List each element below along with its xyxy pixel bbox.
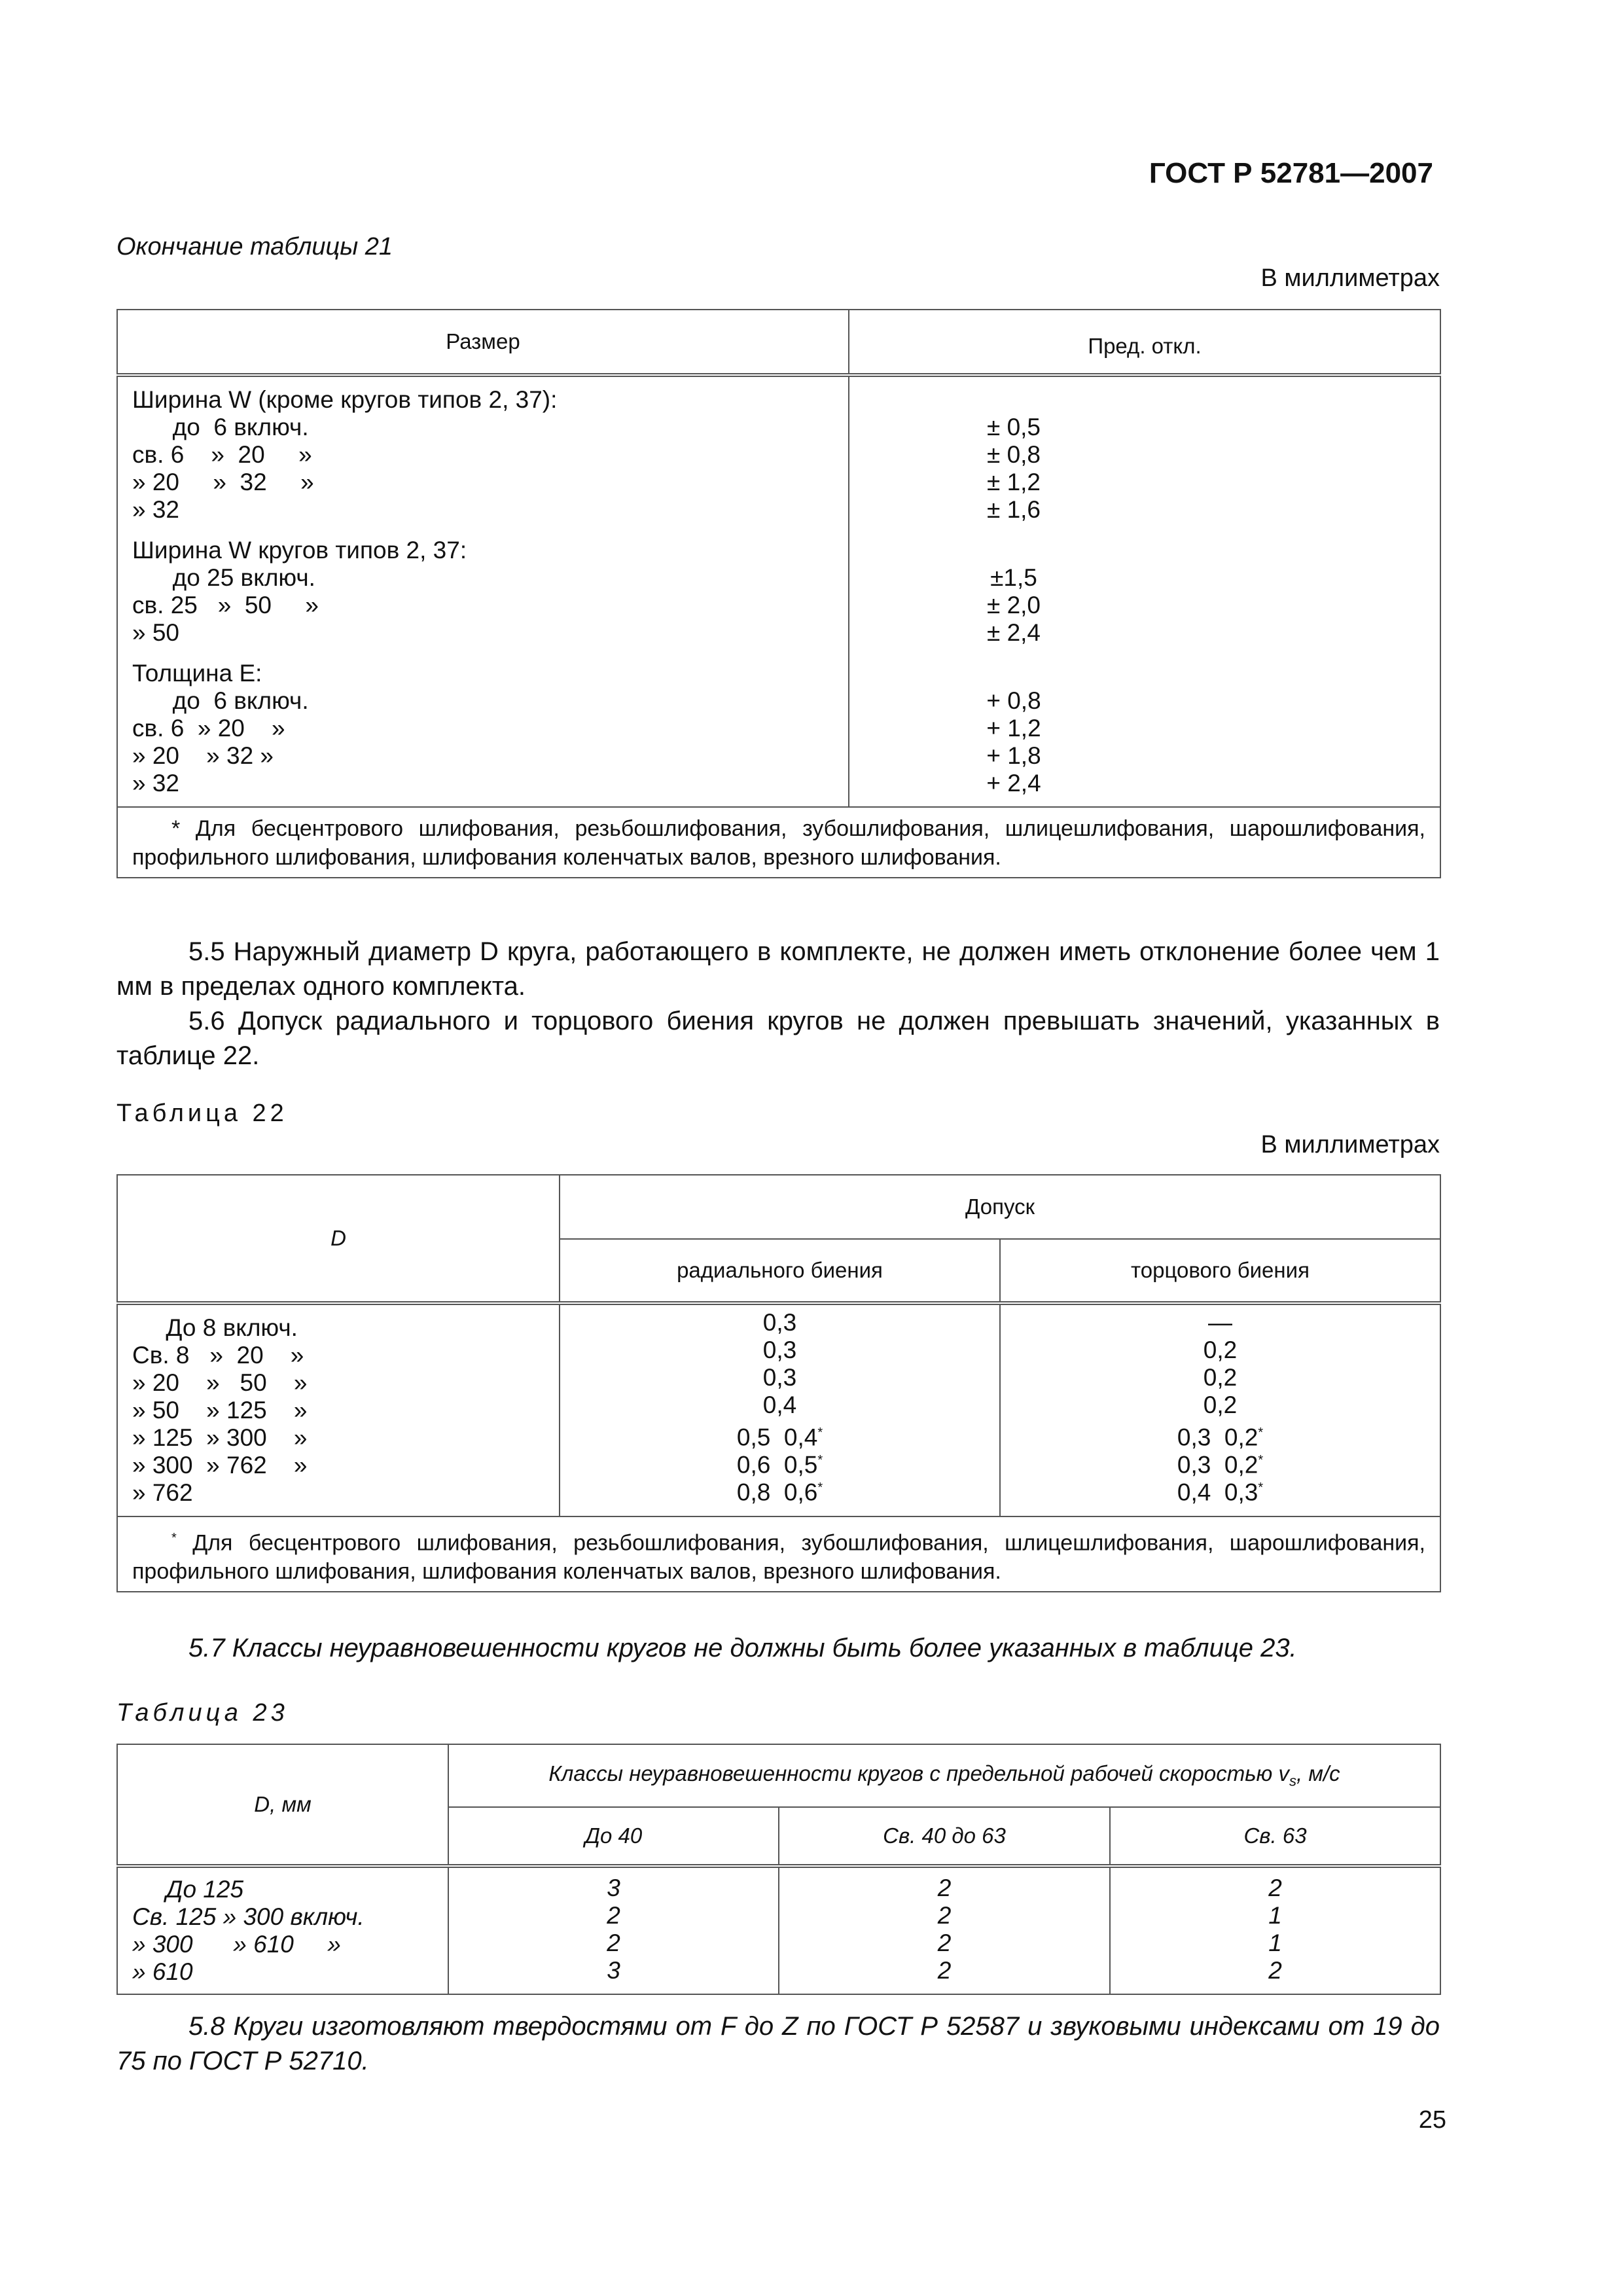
table22-footnote-text: Для бесцентрового шлифования, резьбошлифования, зубошлифования, шлицешлифования, шарошлифования, профильного шлифования, шлифования коленчатых валов, врезного шлифования. bbox=[132, 1530, 1426, 1585]
table21-line: Ширина W (кроме кругов типов 2, 37): bbox=[132, 386, 558, 413]
table23-header-classes-unit: , м/с bbox=[1296, 1761, 1340, 1786]
table22-d-value: » 50 » 125 » bbox=[132, 1397, 308, 1424]
table23-d-value: До 125 bbox=[132, 1876, 244, 1903]
table22-header-d: D bbox=[117, 1175, 560, 1303]
table22-d-cell bbox=[117, 1303, 560, 1516]
table21-value: ± 1,6 bbox=[986, 496, 1041, 523]
table23-class-value: 1 bbox=[1268, 1929, 1282, 1956]
table21-line: » 32 bbox=[132, 496, 180, 523]
table23-class-value: 2 bbox=[1268, 1874, 1282, 1901]
table21-deviation-cell bbox=[849, 375, 1440, 807]
table22-units: В миллиметрах bbox=[1260, 1131, 1440, 1158]
table22-radial-cell bbox=[560, 1303, 1000, 1516]
table22-d-value: » 20 » 50 » bbox=[132, 1369, 308, 1396]
table22-radial-value: 0,6 bbox=[736, 1451, 771, 1479]
table22-footnote bbox=[117, 1516, 1440, 1592]
table21-line: Ширина W кругов типов 2, 37: bbox=[132, 537, 467, 564]
table21-value: ±1,5 bbox=[990, 564, 1037, 591]
table21-header-deviation: Пред. откл. bbox=[849, 310, 1440, 375]
footnote-mark: * bbox=[171, 1531, 177, 1545]
table23-col1-cell bbox=[448, 1866, 779, 1994]
footnote-mark: * bbox=[1258, 1480, 1264, 1495]
table22-caption: Таблица 22 bbox=[116, 1100, 288, 1127]
table22-face-value: 0,2 bbox=[1203, 1391, 1238, 1418]
footnote-mark: * bbox=[1258, 1426, 1264, 1440]
table23-class-value: 2 bbox=[607, 1929, 620, 1956]
table22-header-tolerance: Допуск bbox=[560, 1175, 1440, 1239]
table22-d-value: » 125 » 300 » bbox=[132, 1424, 308, 1451]
table23-header-classes-text: Классы неуравновешенности кругов с предельной рабочей скоростью v bbox=[548, 1761, 1290, 1786]
table21-value: + 1,2 bbox=[986, 715, 1041, 742]
table22-radial-alt-value: 0,6 bbox=[783, 1479, 818, 1506]
table21-line: св. 6 » 20 » bbox=[132, 441, 312, 468]
table21-value: ± 0,5 bbox=[986, 414, 1041, 440]
table22-radial-value: 0,3 bbox=[762, 1336, 797, 1363]
table23-class-value: 2 bbox=[937, 1957, 952, 1984]
table22-radial-value: 0,8 bbox=[736, 1479, 771, 1506]
table22-face-alt-value: 0,2 bbox=[1224, 1424, 1258, 1451]
table22-radial-value: 0,4 bbox=[762, 1391, 797, 1418]
table21-line: » 32 bbox=[132, 770, 180, 797]
table21-value: ± 2,0 bbox=[986, 592, 1041, 619]
table21-line: св. 6 » 20 » bbox=[132, 715, 285, 742]
table23-class-value: 2 bbox=[937, 1929, 952, 1956]
table21-value: + 0,8 bbox=[986, 687, 1041, 714]
table22-header-face: торцового биения bbox=[1000, 1239, 1440, 1303]
table22-face-value: 0,2 bbox=[1203, 1364, 1238, 1391]
table21-line: » 50 bbox=[132, 619, 180, 646]
table22-face-value: 0,4 bbox=[1177, 1479, 1211, 1506]
table21-line: Толщина E: bbox=[132, 660, 262, 687]
table23-class-value: 3 bbox=[607, 1957, 620, 1984]
table23-d-value: Св. 125 » 300 включ. bbox=[132, 1903, 365, 1930]
footnote-mark: * bbox=[817, 1426, 823, 1440]
table22-face-value: 0,2 bbox=[1203, 1336, 1238, 1363]
table22-radial-alt-value: 0,4 bbox=[783, 1424, 818, 1451]
table21-value: ± 2,4 bbox=[986, 619, 1041, 646]
table21-size-cell bbox=[117, 375, 849, 807]
table22-face-value: 0,3 bbox=[1177, 1424, 1211, 1451]
document-code: ГОСТ Р 52781—2007 bbox=[1149, 157, 1433, 189]
table23-header-over-63: Св. 63 bbox=[1110, 1807, 1440, 1866]
table22-face-alt-value: 0,2 bbox=[1224, 1451, 1258, 1479]
table22-d-value: » 300 » 762 » bbox=[132, 1452, 308, 1479]
table21-footnote: * Для бесцентрового шлифования, резьбошлифования, зубошлифования, шлицешлифования, шарошлифования, профильного шлифования, шлифования коленчатых валов, врезного шлифования. bbox=[117, 807, 1440, 878]
table22-face-value: — bbox=[1208, 1309, 1232, 1336]
table21-line: св. 25 » 50 » bbox=[132, 592, 319, 619]
table23-header-classes bbox=[448, 1744, 1440, 1807]
table21-caption: Окончание таблицы 21 bbox=[116, 233, 393, 260]
table23-col2-cell bbox=[779, 1866, 1110, 1994]
table23-d-cell bbox=[117, 1866, 448, 1994]
table21-value: ± 1,2 bbox=[986, 469, 1041, 495]
table23-caption: Таблица 23 bbox=[116, 1699, 289, 1727]
table22-header-radial: радиального биения bbox=[560, 1239, 1000, 1303]
table23-d-value: » 610 bbox=[132, 1958, 193, 1985]
table21-units: В миллиметрах bbox=[1260, 264, 1440, 292]
table23-class-value: 3 bbox=[607, 1874, 620, 1901]
table22-face-cell bbox=[1000, 1303, 1440, 1516]
table23-class-value: 2 bbox=[607, 1902, 620, 1929]
paragraph-5-7: 5.7 Классы неуравновешенности кругов не должны быть более указанных в таблице 23. bbox=[188, 1634, 1297, 1662]
table22-radial-value: 0,3 bbox=[762, 1309, 797, 1336]
footnote-mark: * bbox=[817, 1453, 823, 1467]
table21-value: + 1,8 bbox=[986, 742, 1041, 769]
table22-radial-alt-value: 0,5 bbox=[783, 1451, 818, 1479]
table21-header-size: Размер bbox=[117, 310, 849, 375]
table22-radial-value: 0,3 bbox=[762, 1364, 797, 1391]
table21-value: + 2,4 bbox=[986, 770, 1041, 797]
table22-face-value: 0,3 bbox=[1177, 1451, 1211, 1479]
table23-class-value: 2 bbox=[937, 1874, 952, 1901]
table23-d-value: » 300 » 610 » bbox=[132, 1931, 341, 1958]
table23-col3-cell bbox=[1110, 1866, 1440, 1994]
table23-class-value: 2 bbox=[1268, 1957, 1282, 1984]
table23-class-value: 2 bbox=[937, 1902, 952, 1929]
table21-line: до 6 включ. bbox=[132, 414, 309, 440]
table21-line: » 20 » 32 » bbox=[132, 742, 274, 769]
footnote-mark: * bbox=[1258, 1453, 1264, 1467]
paragraph-5-8: 5.8 Круги изготовляют твердостями от F до Z по ГОСТ Р 52587 и звуковыми индексами от 19 до 75 по ГОСТ Р 52710. bbox=[116, 2012, 1440, 2075]
page-number: 25 bbox=[1418, 2106, 1446, 2134]
table21-line: до 6 включ. bbox=[132, 687, 309, 714]
table23-header-up-to-40: До 40 bbox=[448, 1807, 779, 1866]
table22-d-value: Св. 8 » 20 » bbox=[132, 1342, 304, 1369]
paragraph-5-6: 5.6 Допуск радиального и торцового биения кругов не должен превышать значений, указанных в таблице 22. bbox=[116, 1007, 1440, 1070]
table22-radial-value: 0,5 bbox=[736, 1424, 771, 1451]
table22-face-alt-value: 0,3 bbox=[1224, 1479, 1258, 1506]
table22-d-value: До 8 включ. bbox=[132, 1314, 298, 1341]
table-23 bbox=[116, 1744, 1441, 1995]
table23-header-classes-sub: s bbox=[1289, 1772, 1297, 1789]
table-21 bbox=[116, 309, 1441, 878]
table21-line: » 20 » 32 » bbox=[132, 469, 314, 495]
table23-class-value: 1 bbox=[1268, 1902, 1282, 1929]
footnote-mark: * bbox=[817, 1480, 823, 1495]
table21-line: до 25 включ. bbox=[132, 564, 315, 591]
table23-header-40-to-63: Св. 40 до 63 bbox=[779, 1807, 1110, 1866]
table23-header-d: D, мм bbox=[117, 1744, 448, 1866]
table21-value: ± 0,8 bbox=[986, 441, 1041, 468]
paragraph-5-5: 5.5 Наружный диаметр D круга, работающего в комплекте, не должен иметь отклонение более чем 1 мм в пределах одного комплекта. bbox=[116, 937, 1440, 1001]
table22-d-value: » 762 bbox=[132, 1479, 193, 1506]
table-22 bbox=[116, 1174, 1441, 1592]
